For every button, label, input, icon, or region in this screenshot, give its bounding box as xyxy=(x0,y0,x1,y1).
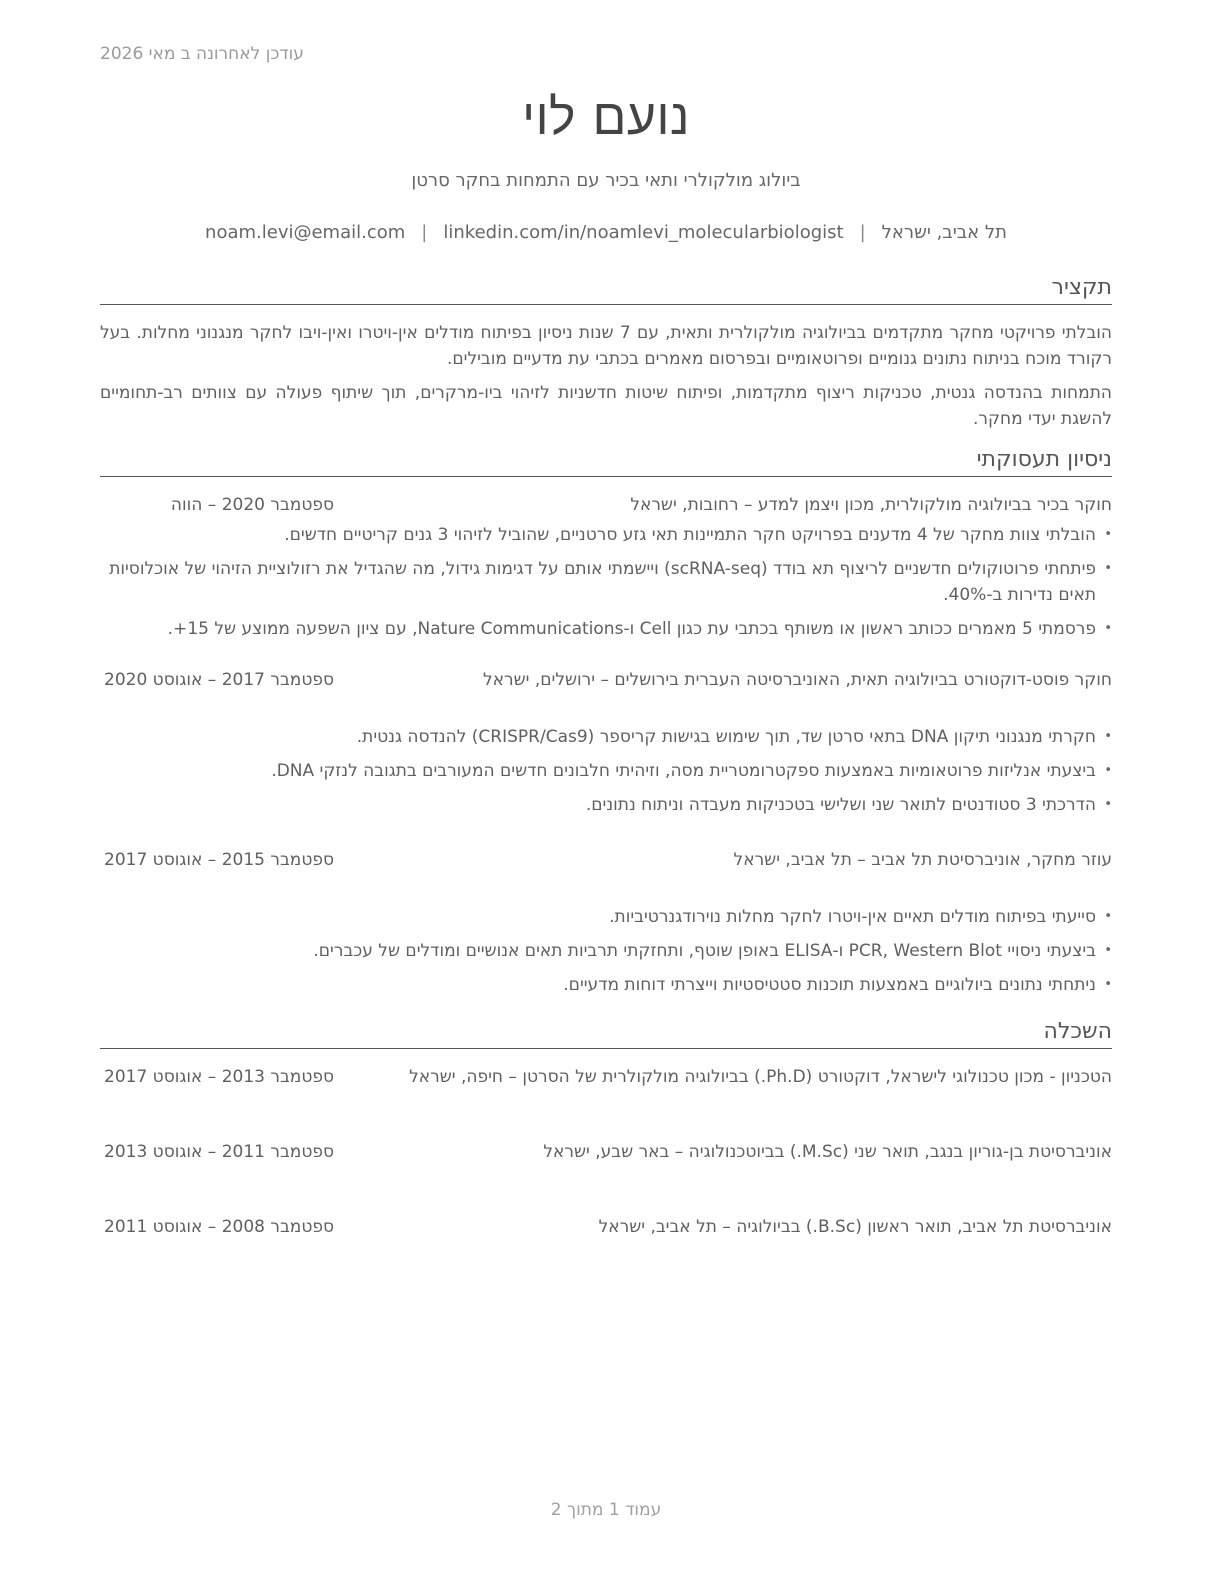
candidate-name: נועם לוי xyxy=(522,88,690,146)
contact-separator: | xyxy=(859,222,866,243)
degree-dates: ספטמבר 2011 – אוגוסט 2013 xyxy=(104,1142,334,1162)
list-item: • הובלתי צוות מחקר של 4 מדענים בפרויקט חקר התמיינות תאי גזע סרטניים, שהוביל לזיהוי 3 גנים קריטיים חדשים. xyxy=(100,522,1112,548)
linkedin-link[interactable]: linkedin.com/in/noamlevi_molecularbiologist xyxy=(443,222,844,243)
last-updated-text: עודכן לאחרונה ב מאי 2026 xyxy=(100,44,304,64)
job-bullets xyxy=(100,904,1112,1006)
degree-title: אוניברסיטת בן-גוריון בנגב, תואר שני (M.Sc.) בביוטכנולוגיה – באר שבע, ישראל xyxy=(543,1142,1112,1162)
list-item: • פיתחתי פרוטוקולים חדשניים לריצוף תא בודד (scRNA-seq) ויישמתי אותם על דגימות גידול, מה שהגדיל את רזולוציית הזיהוי של אוכלוסיות תאים נדירות ב-40%. xyxy=(100,556,1112,608)
summary-paragraph: הובלתי פרויקטי מחקר מתקדמים בביולוגיה מולקולרית ותאית, עם 7 שנות ניסיון בפיתוח מודלים אין-ויטרו ואין-ויבו לחקר מנגנוני מחלות. בעל רקורד מוכח בניתוח נתונים גנומיים ופרוטאומיים ובפרסום מאמרים בכתבי עת מדעיים מובילים. xyxy=(100,323,1113,369)
summary-paragraph: התמחות בהנדסה גנטית, טכניקות ריצוף מתקדמות, ופיתוח שיטות חדשניות לזיהוי ביו-מרקרים, תוך שיתוף פעולה עם צוותים רב-תחומיים להשגת יעדי מחקר. xyxy=(100,383,1112,429)
list-item: • ביצעתי אנליזות פרוטאומיות באמצעות ספקטרומטריית מסה, וזיהיתי חלבונים חדשים המעורבים בתגובה לנזקי DNA. xyxy=(100,758,1112,784)
degree-dates: ספטמבר 2008 – אוגוסט 2011 xyxy=(104,1217,334,1237)
list-item: • הדרכתי 3 סטודנטים לתואר שני ושלישי בטכניקות מעבדה וניתוח נתונים. xyxy=(100,792,1112,818)
job-title: חוקר פוסט-דוקטורט בביולוגיה תאית, האוניברסיטה העברית בירושלים – ירושלים, ישראל xyxy=(482,670,1112,690)
list-item: • פרסמתי 5 מאמרים ככותב ראשון או משותף בכתבי עת כגון Cell ו-Nature Communications, עם ציון השפעה ממוצע של 15+. xyxy=(100,616,1112,642)
job-title: עוזר מחקר, אוניברסיטת תל אביב – תל אביב, ישראל xyxy=(733,850,1112,870)
section-title-summary: תקציר xyxy=(100,274,1112,305)
section-title-education: השכלה xyxy=(100,1018,1112,1049)
job-dates: ספטמבר 2020 – הווה xyxy=(170,495,334,515)
list-item: • סייעתי בפיתוח מודלים תאיים אין-ויטרו לחקר מחלות נוירודגנרטיביות. xyxy=(100,904,1112,930)
headline: ביולוג מולקולרי ותאי בכיר עם התמחות בחקר סרטן xyxy=(411,170,801,191)
job-bullets xyxy=(100,522,1112,650)
resume-page xyxy=(100,0,1112,1584)
degree-dates: ספטמבר 2013 – אוגוסט 2017 xyxy=(104,1067,334,1087)
location-text: תל אביב, ישראל xyxy=(881,222,1007,243)
contact-line xyxy=(100,222,1112,243)
contact-separator: | xyxy=(421,222,428,243)
degree-title: הטכניון - מכון טכנולוגי לישראל, דוקטורט (Ph.D.) בביולוגיה מולקולרית של הסרטן – חיפה, ישראל xyxy=(409,1067,1112,1087)
job-title: חוקר בכיר בביולוגיה מולקולרית, מכון ויצמן למדע – רחובות, ישראל xyxy=(630,495,1112,515)
degree-title: אוניברסיטת תל אביב, תואר ראשון (B.Sc.) בביולוגיה – תל אביב, ישראל xyxy=(598,1217,1112,1237)
section-title-experience: ניסיון תעסוקתי xyxy=(100,446,1112,477)
list-item: • חקרתי מנגנוני תיקון DNA בתאי סרטן שד, תוך שימוש בגישות קריספר (CRISPR/Cas9) להנדסה גנטית. xyxy=(100,724,1112,750)
job-dates: ספטמבר 2017 – אוגוסט 2020 xyxy=(104,670,334,690)
job-dates: ספטמבר 2015 – אוגוסט 2017 xyxy=(104,850,334,870)
email-link[interactable]: noam.levi@email.com xyxy=(205,222,406,243)
list-item: • ביצעתי ניסויי PCR, Western Blot ו-ELISA באופן שוטף, ותחזקתי תרביות תאים אנושיים ומודלים של עכברים. xyxy=(100,938,1112,964)
page-number: עמוד 1 מתוך 2 xyxy=(550,1500,662,1520)
job-bullets xyxy=(100,724,1112,826)
list-item: • ניתחתי נתונים ביולוגיים באמצעות תוכנות סטטיסטיות וייצרתי דוחות מדעיים. xyxy=(100,972,1112,998)
